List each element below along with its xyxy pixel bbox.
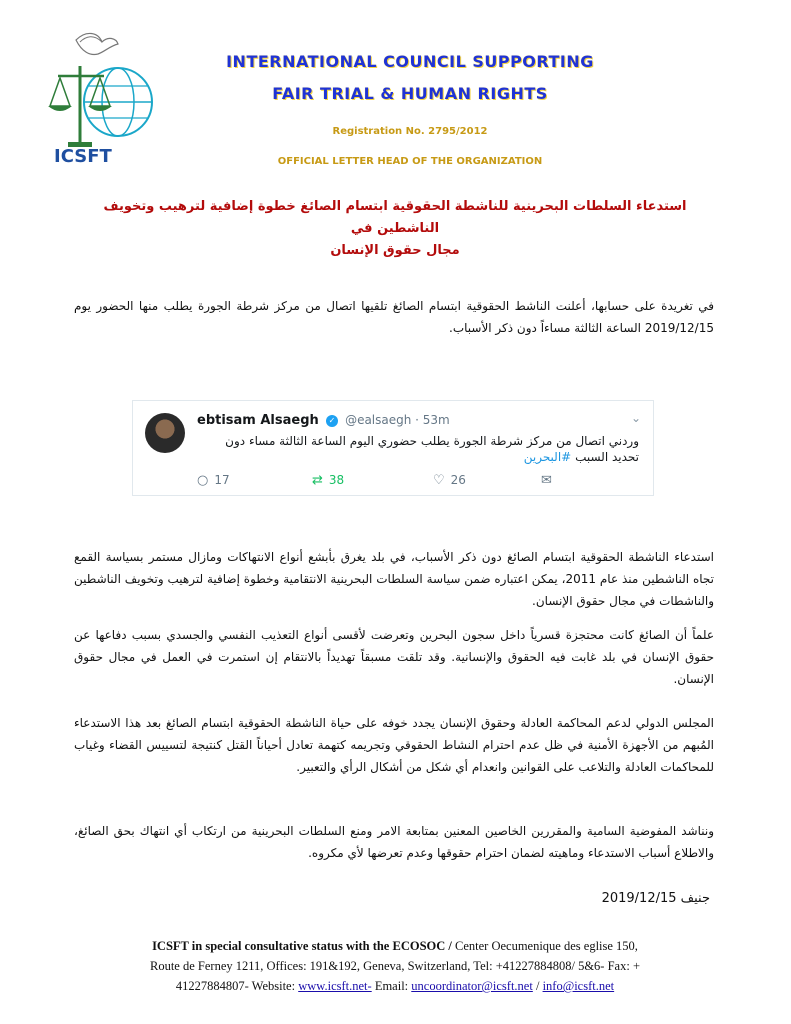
email-link-2[interactable]: info@icsft.net <box>542 979 615 993</box>
reply-count: 17 <box>214 473 230 487</box>
share-button[interactable] <box>541 473 558 488</box>
tweet-header <box>197 413 450 428</box>
envelope-icon: ✉ <box>541 473 552 488</box>
footer-bold: ICSFT in special consultative status with the ECOSOC / <box>152 939 452 953</box>
paragraph-5: ونناشد المفوضية السامية والمقررين الخاصين المعنين بمتابعة الامر ومنع السلطات البحرينية من ارتكاب أي انتهاك بحق الصائغ، والاطلاع أسباب الاستدعاء وماهيته لضمان احترام حقوقها وعدم تعرضها لأي مكروه. <box>74 824 714 860</box>
retweet-button[interactable] <box>312 473 344 488</box>
org-name-line2: FAIR TRIAL & HUMAN RIGHTS <box>272 84 548 103</box>
tweet-handle-time: @ealsaegh · 53m <box>345 413 450 427</box>
embedded-tweet[interactable] <box>132 400 654 496</box>
heart-icon: ♡ <box>433 473 445 488</box>
avatar[interactable] <box>145 413 185 453</box>
website-link[interactable]: www.icsft.net- <box>298 979 372 993</box>
official-letterhead-label: OFFICIAL LETTER HEAD OF THE ORGANIZATION <box>277 156 543 167</box>
footer-line1 <box>60 936 730 956</box>
chevron-down-icon[interactable]: ⌄ <box>630 411 641 425</box>
footer-separator: / <box>532 979 543 993</box>
reply-icon: ○ <box>197 473 209 488</box>
title-line2: مجال حقوق الإنسان <box>330 243 460 258</box>
paragraph-1: في تغريدة على حسابها، أعلنت الناشط الحقوقية ابتسام الصائغ تلقيها اتصال من مركز شرطة الجورة يطلب منها الحضور يوم 2019/12/15 الساعة الثالثة مساءاً دون ذكر الأسباب. <box>74 299 714 335</box>
tweet-text <box>197 433 639 465</box>
retweet-icon: ⇄ <box>312 473 323 488</box>
footer-line2: Route de Ferney 1211, Offices: 191&192, Geneva, Switzerland, Tel: +41227884808/ 5&6- Fax: + <box>150 959 640 973</box>
paragraph-4: المجلس الدولي لدعم المحاكمة العادلة وحقوق الإنسان يجدد خوفه على حياة الناشطة الحقوقية ابتسام الصائغ بعد هذا الاستدعاء المُبهم من الأجهزة الأمنية في ظل عدم احترام النشاط الحقوقي وتجريمه كتهمة تعادل أحياناً القتل كنتيجة لتسييس القضاء وغياب للمحاكمات العادلة والتلاعب على القوانين وانعدام أي شكل من أشكال الرأي والتعبير. <box>74 716 714 774</box>
registration-number: Registration No. 2795/2012 <box>332 126 488 137</box>
like-button[interactable] <box>433 473 466 488</box>
like-count: 26 <box>450 473 466 487</box>
paragraph-3: علماً أن الصائغ كانت محتجزة قسرياً داخل سجون البحرين وتعرضت لأقسى أنواع التعذيب النفسي والجسدي بسبب دفاعها عن حقوق الإنسان في بلد غابت فيه الحقوق والإنسانية. وقد تلقت مسبقاً تهديداً بالانتقام إن استمرت في العمل في مجال حقوق الإنسان. <box>74 628 714 686</box>
reply-button[interactable] <box>197 473 230 488</box>
paragraph-2: استدعاء الناشطة الحقوقية ابتسام الصائغ دون ذكر الأسباب، في بلد يغرق بأبشع أنواع الانتهاكات ومازال مستمر بسياسة القمع تجاه الناشطين منذ عام 2011، يمكن اعتباره ضمن سياسة السلطات البحرينية الانتقامية وخطوة إضافية لترهيب وتخويف الناشطين والناشطات في مجال حقوق الإنسان. <box>74 550 714 608</box>
retweet-count: 38 <box>328 473 345 487</box>
footer-email-label: Email: <box>371 979 412 993</box>
document-title <box>80 196 710 262</box>
verified-badge-icon: ✓ <box>326 415 338 427</box>
footer-line1-rest: Center Oecumenique des eglise 150, <box>451 939 638 953</box>
logo-text: ICSFT <box>54 146 112 167</box>
title-line1: استدعاء السلطات البحرينية للناشطة الحقوقية ابتسام الصائغ خطوة إضافية لترهيب وتخويف الناشطين في <box>103 199 687 236</box>
footer <box>60 936 730 996</box>
tweet-body: وردني اتصال من مركز شرطة الجورة يطلب حضوري اليوم الساعة الثالثة مساء دون تحديد السبب <box>225 434 639 464</box>
footer-line3 <box>60 976 730 996</box>
tweet-author-name[interactable]: ebtisam Alsaegh <box>197 413 319 428</box>
tweet-hashtag[interactable]: #البحرين <box>523 450 572 464</box>
date-place: جنيف 2019/12/15 <box>601 891 710 906</box>
footer-website-label: 41227884807- Website: <box>175 979 299 993</box>
email-link-1[interactable]: uncoordinator@icsft.net <box>411 979 533 993</box>
organization-logo <box>46 26 166 176</box>
org-name-line1: INTERNATIONAL COUNCIL SUPPORTING <box>226 52 594 71</box>
